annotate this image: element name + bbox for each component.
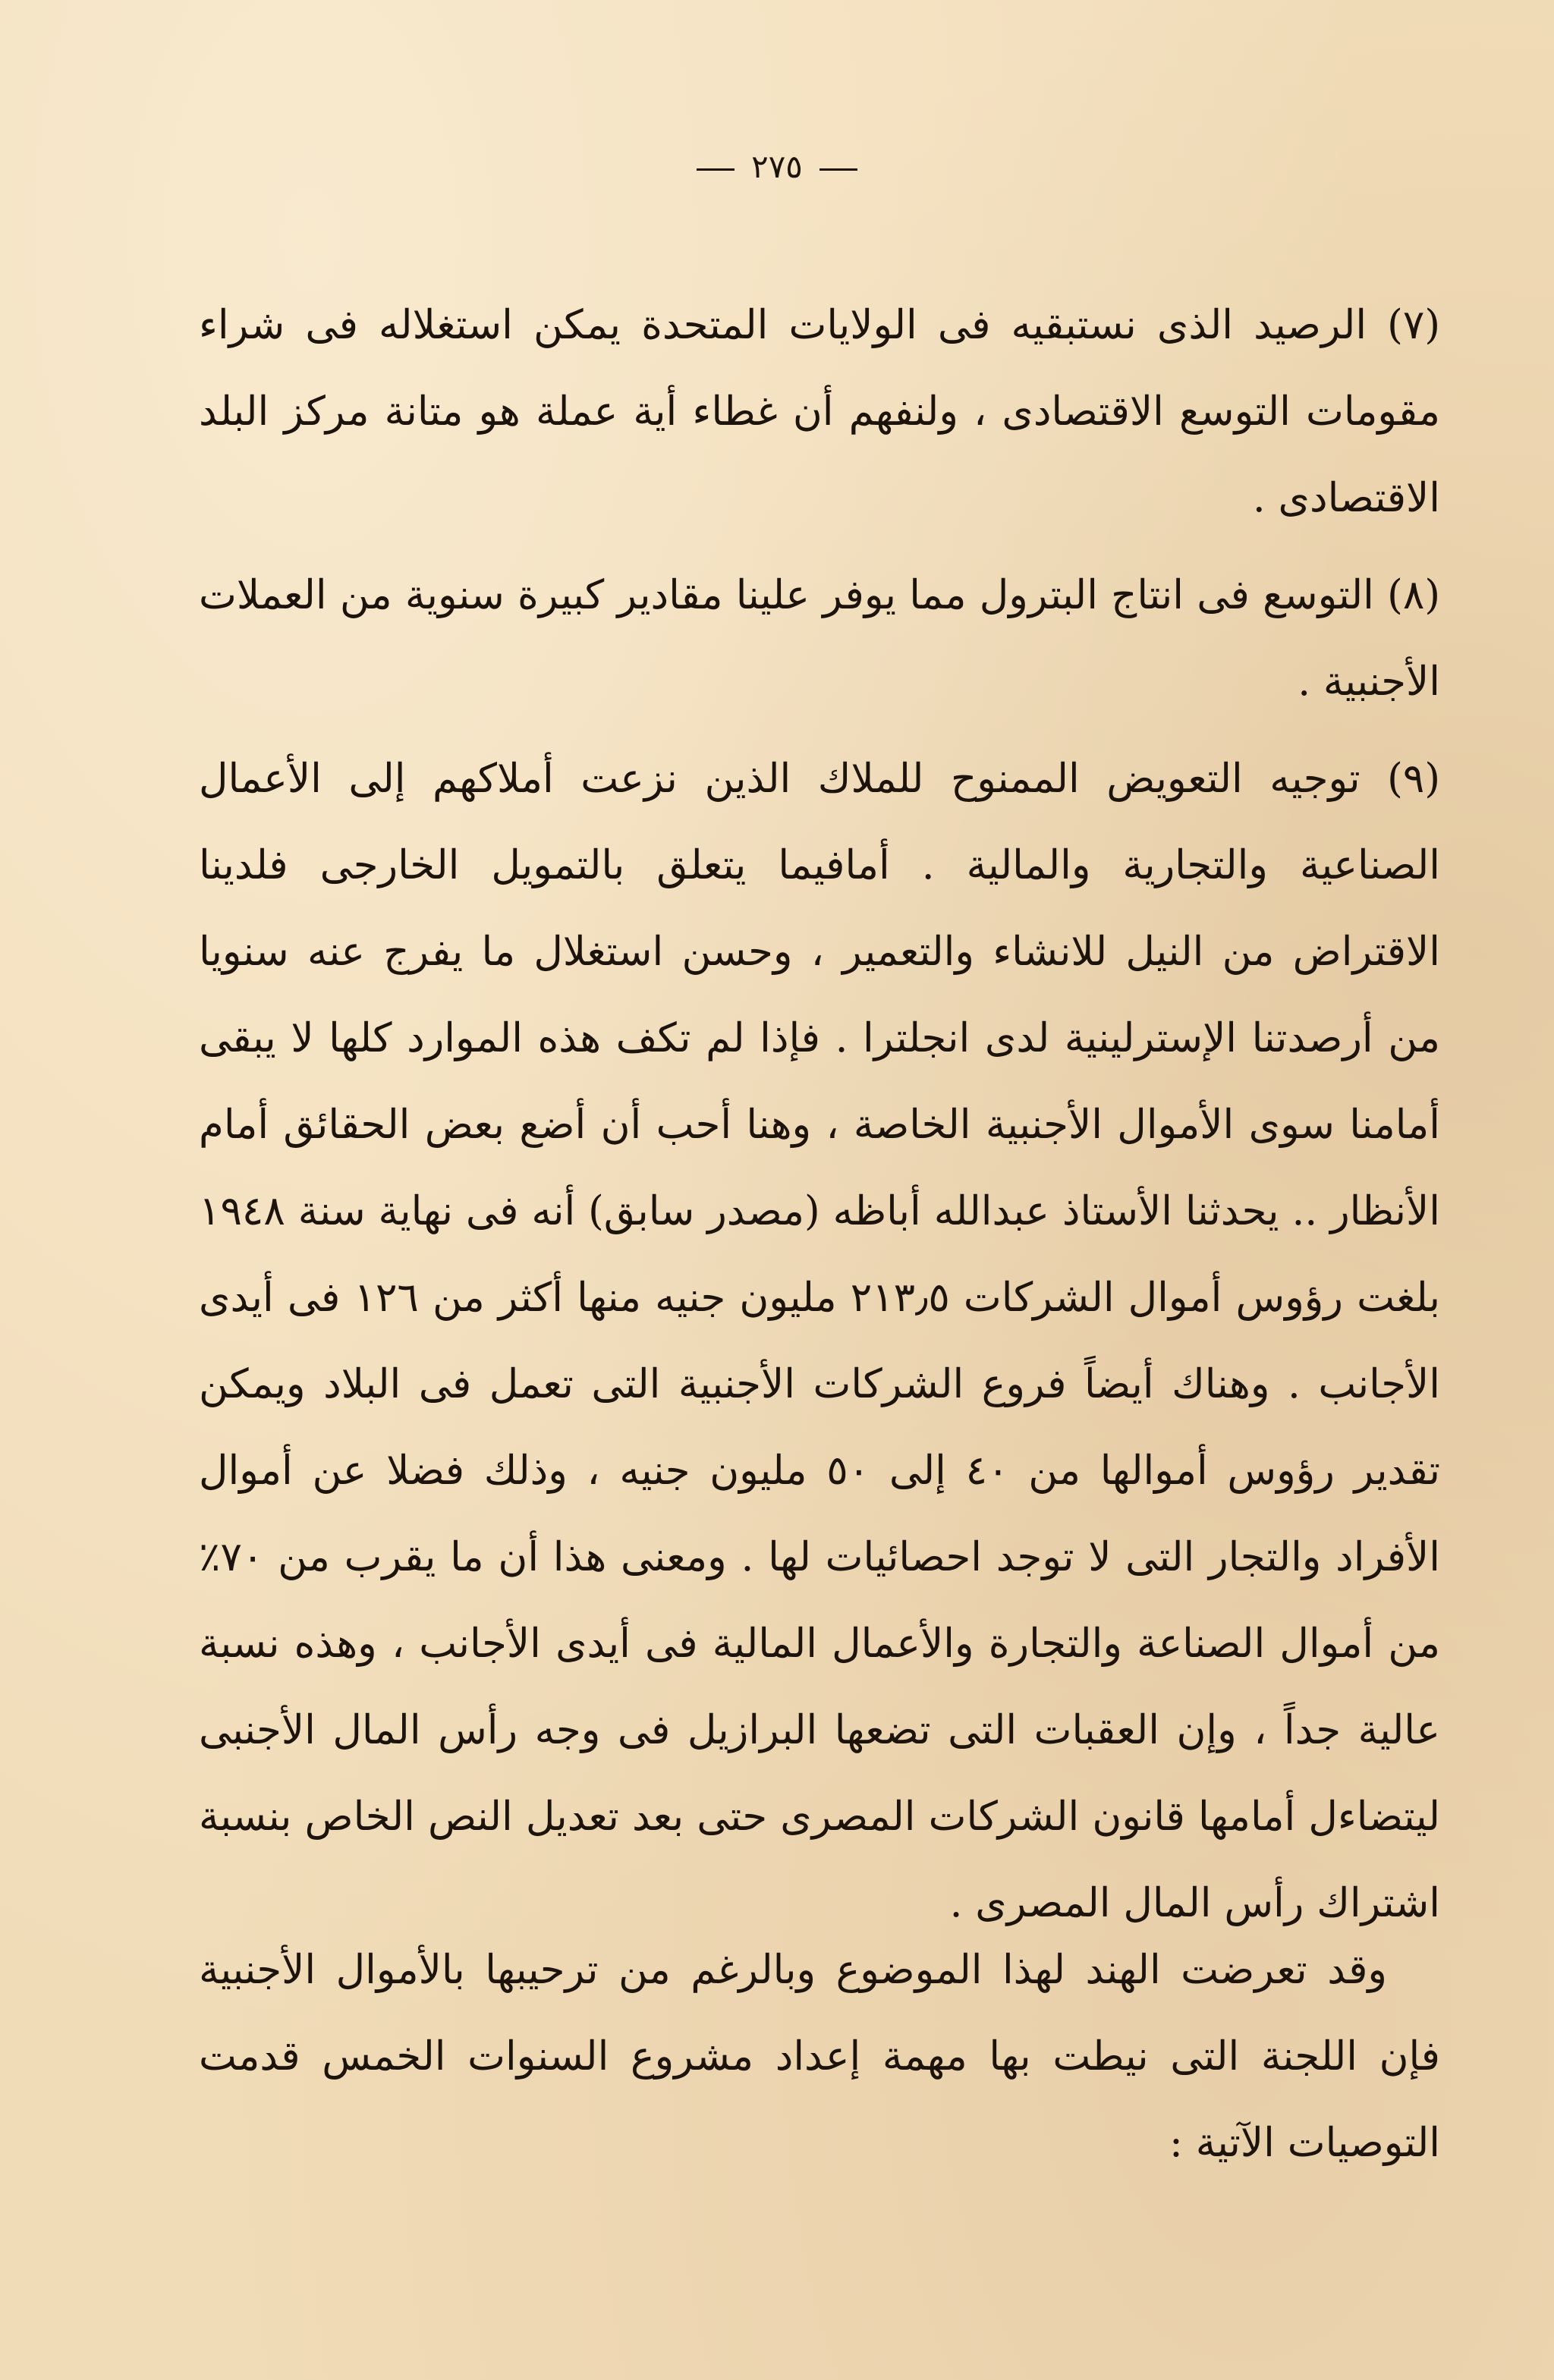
page-number-text: ٢٧٥ — [751, 148, 803, 185]
item-9: (٩) توجيه التعويض الممنوح للملاك الذين نزعت أملاكهم إلى الأعمال الصناعية والتجارية والمالية . أمافيما يتعلق بالتمويل الخارجى فلدينا الاقتراض من النيل للانشاء والتعمير ، وحسن استغلال ما يفرج عنه سنويا من أرصدتنا الإسترلينية لدى انجلترا . فإذا لم تكف هذه الموارد كلها لا يبقى أمامنا سوى الأموال الأجنبية الخاصة ، وهنا أحب أن أضع بعض الحقائق أمام الأنظار .. يحدثنا الأستاذ عبدالله أباظه (مصدر سابق) أنه فى نهاية سنة ١٩٤٨ بلغت رؤوس أموال الشركات ٢١٣٫٥ مليون جنيه منها أكثر من ١٢٦ فى أيدى الأجانب . وهناك أيضاً فروع الشركات الأجنبية التى تعمل فى البلاد ويمكن تقدير رؤوس أموالها من ٤٠ إلى ٥٠ مليون جنيه ، وذلك فضلا عن أموال الأفراد والتجار التى لا توجد احصائيات لها . ومعنى هذا أن ما يقرب من ٧٠٪ من أموال الصناعة والتجارة والأعمال المالية فى أيدى الأجانب ، وهذه نسبة عالية جداً ، وإن العقبات التى تضعها البرازيل فى وجه رأس المال الأجنبى ليتضاءل أمامها قانون الشركات المصرى حتى بعد تعديل النص الخاص بنسبة اشتراك رأس المال المصرى . — [199, 756, 1440, 1926]
page-number-dash-right — [819, 168, 857, 171]
item-7: (٧) الرصيد الذى نستبقيه فى الولايات المتحدة يمكن استغلاله فى شراء مقومات التوسع الاقتصادى ، ولنفهم أن غطاء أية عملة هو متانة مركز البلد الاقتصادى . — [199, 302, 1440, 521]
closing-text: وقد تعرضت الهند لهذا الموضوع وبالرغم من ترحيبها بالأموال الأجنبية فإن اللجنة التى نيطت بها مهمة إعداد مشروع السنوات الخمس قدمت التوصيات الآتية : — [199, 1947, 1440, 2166]
page-number — [0, 148, 1554, 185]
numbered-items — [199, 282, 1440, 1960]
page-number-dash-left — [697, 168, 735, 171]
item-8: (٨) التوسع فى انتاج البترول مما يوفر علينا مقادير كبيرة سنوية من العملات الأجنبية . — [199, 572, 1440, 705]
closing-paragraph — [199, 1927, 1440, 2187]
